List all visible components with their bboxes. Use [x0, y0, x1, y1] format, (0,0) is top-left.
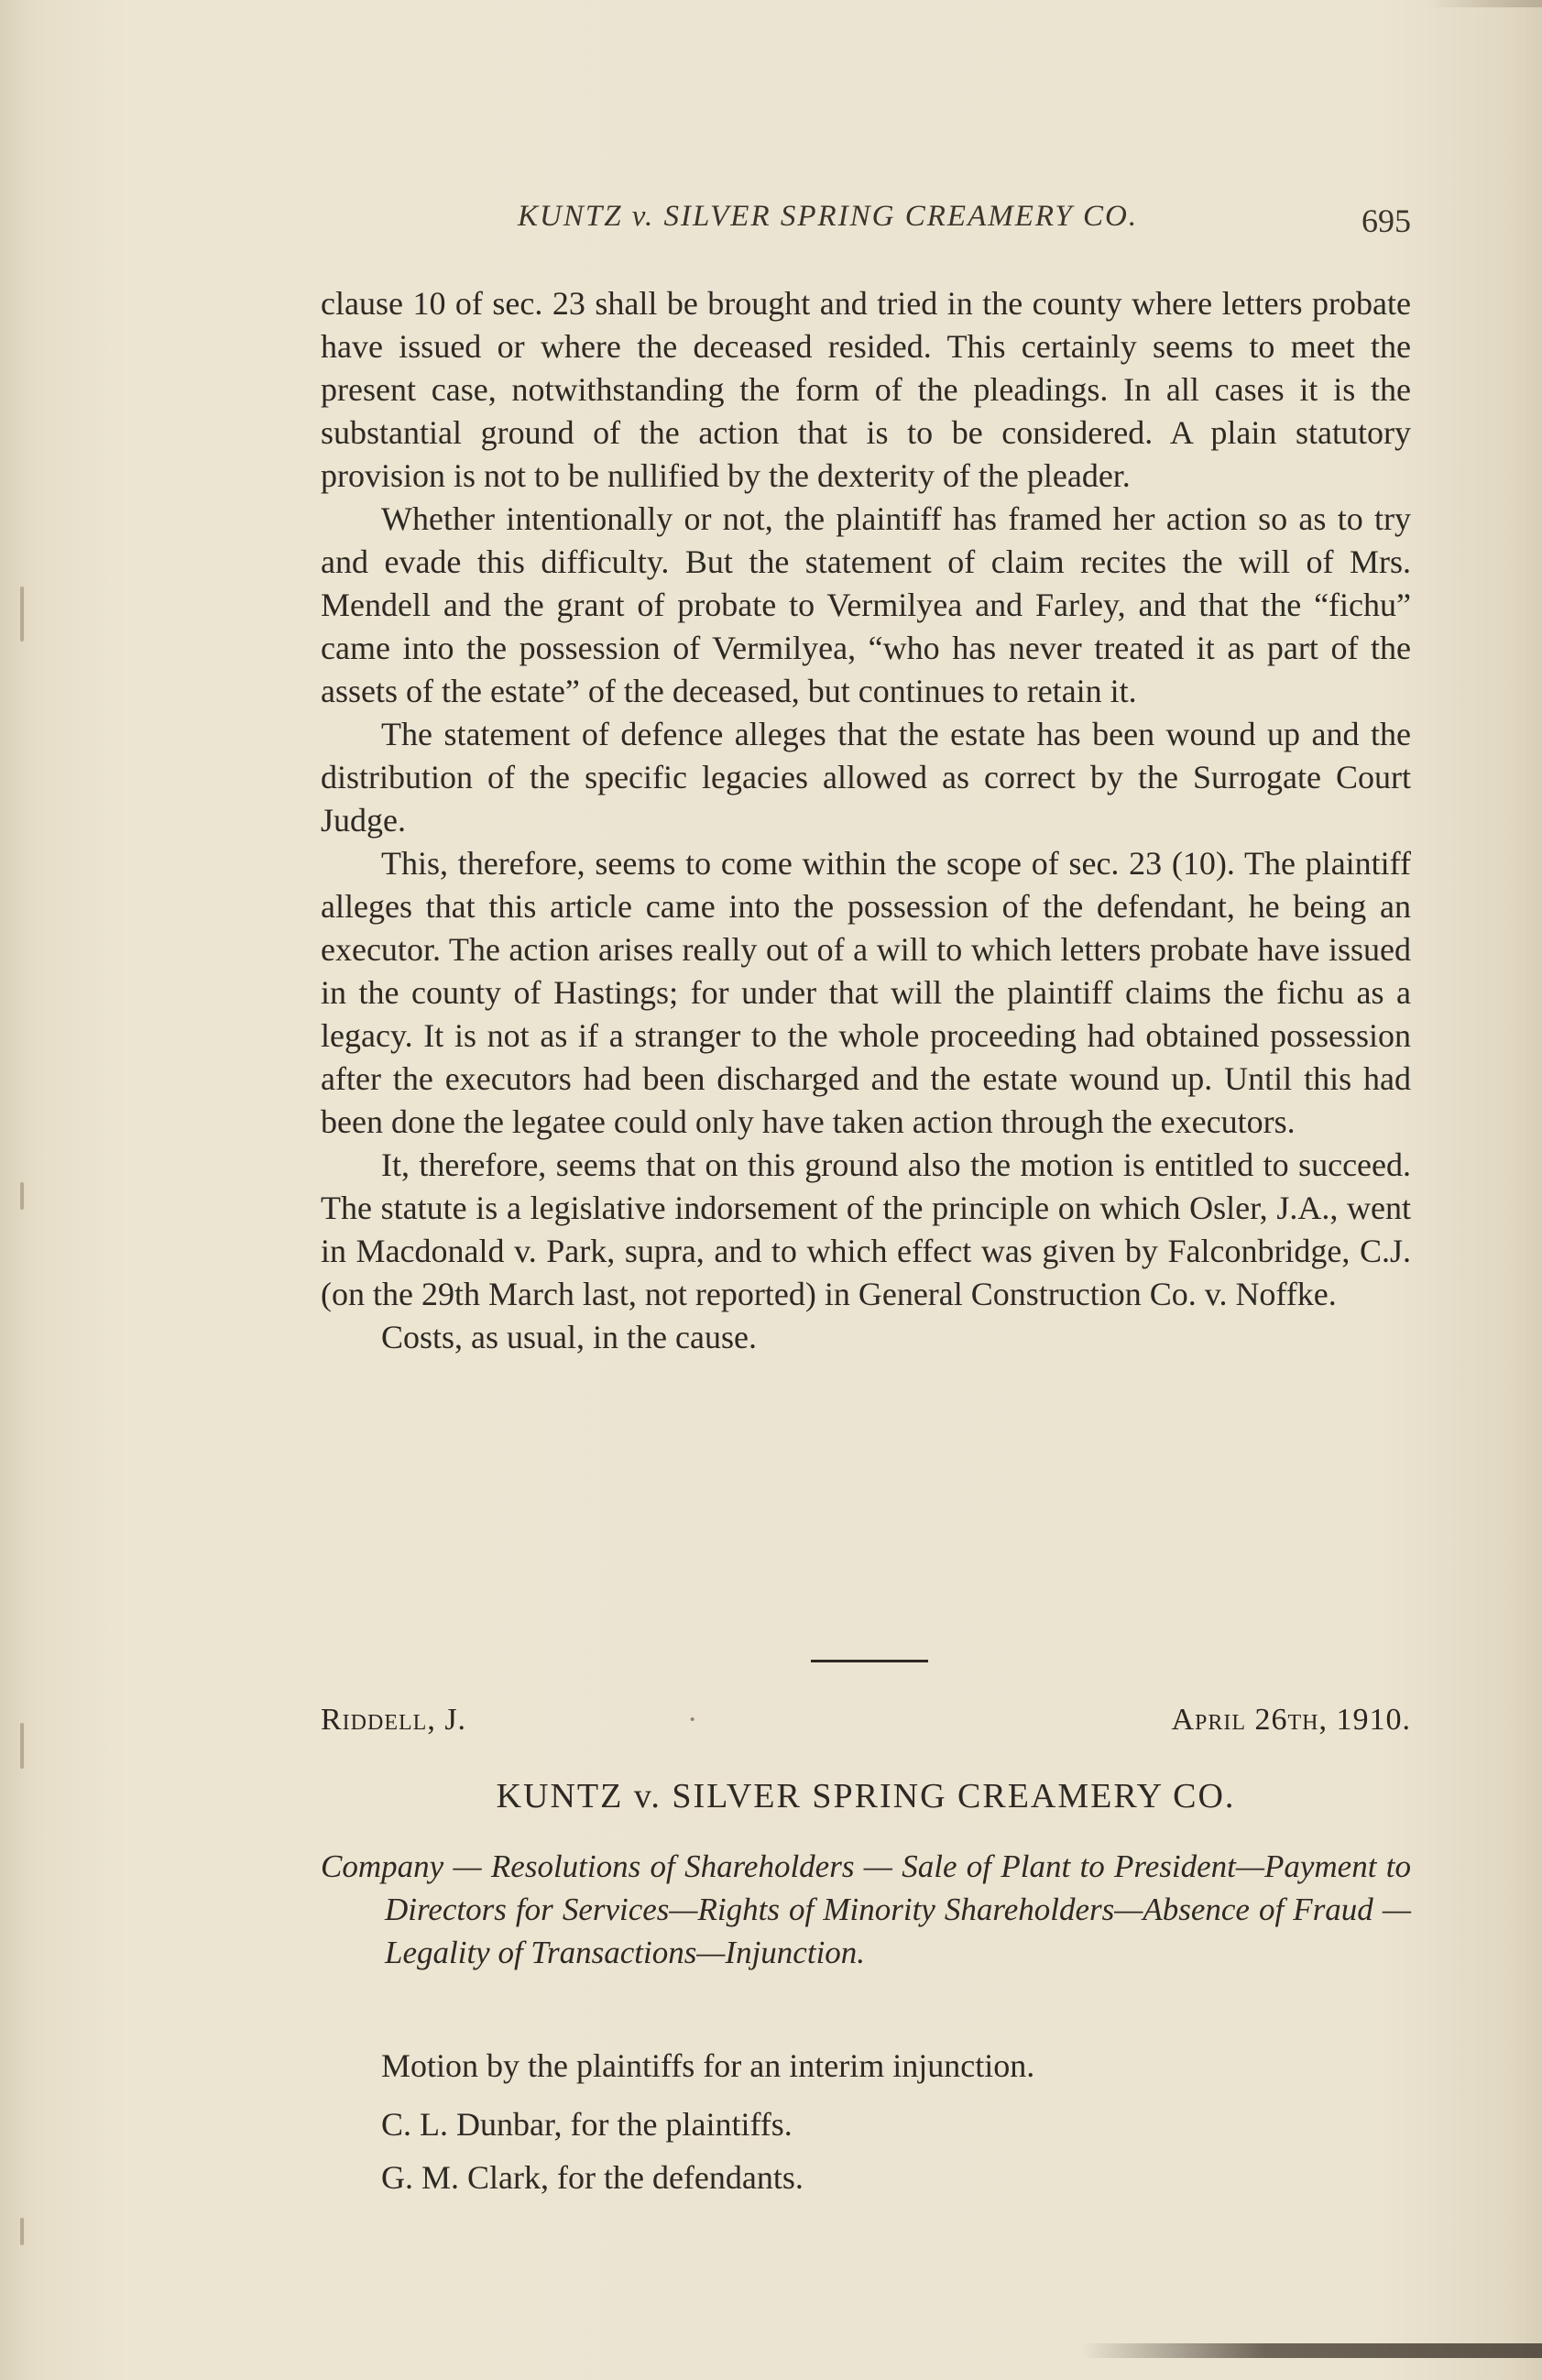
opinion-body [321, 282, 1411, 1359]
case-date: April 26th, 1910. [1171, 1703, 1411, 1737]
paragraph: Whether intentionally or not, the plaintiff has framed her action so as to try and evade this difficulty. But the statement of claim recites the will of Mrs. Mendell and the grant of probate to Vermilyea and Farley, and that the “fichu” came into the possession of Vermilyea, “who has never treated it as part of the assets of the estate” of the deceased, but continues to retain it. [321, 500, 1411, 709]
motion-text: Motion by the plaintiffs for an interim injunction. [381, 2047, 1035, 2084]
judge-name: Riddell, J. [321, 1703, 467, 1737]
case-line [321, 1703, 1411, 1749]
headnote: Company — Resolutions of Shareholders — Sale of Plant to President—Payment to Directors for Services—Rights of Minority Shareholders—Absence of Fraud — Legality of Transactions—Injunction. [321, 1848, 1411, 1970]
running-header [321, 192, 1411, 238]
running-title: KUNTZ v. SILVER SPRING CREAMERY CO. [518, 200, 1139, 233]
paragraph-continuation: clause 10 of sec. 23 shall be brought and tried in the county where letters probate have issued or where the deceased resided. This certainly seems to meet the present case, notwithstanding the form of the pleadings. In all cases it is the substantial ground of the action that is to be considered. A plain statutory provision is not to be nullified by the dexterity of the pleader. [321, 285, 1411, 494]
counsel-defendants: G. M. Clark, for the defendants. [381, 2159, 804, 2196]
paragraph: It, therefore, seems that on this ground also the motion is entitled to succeed. The statute is a legislative indorsement of the principle on which Osler, J.A., went in Macdonald v. Park, supra, and to which effect was given by Falconbridge, C.J. (on the 29th March last, not reported) in General Construction Co. v. Noffke. [321, 1146, 1411, 1312]
page-edge-shadow-bottom [1081, 2343, 1542, 2358]
paragraph: This, therefore, seems to come within the scope of sec. 23 (10). The plaintiff alleges that this article came into the possession of the defendant, he being an executor. The action arises really out of a will to which letters probate have issued in the county of Hastings; for under that will the plaintiff claims the fichu as a legacy. It is not as if a stranger to the whole proceeding had obtained possession after the executors had been discharged and the estate wound up. Until this had been done the legatee could only have taken action through the executors. [321, 845, 1411, 1140]
separator-dot: · [687, 1703, 698, 1737]
counsel-plaintiffs: C. L. Dunbar, for the plaintiffs. [381, 2106, 793, 2143]
case-title: KUNTZ v. SILVER SPRING CREAMERY CO. [496, 1777, 1236, 1815]
page-edge-shadow [1429, 0, 1542, 7]
paragraph: The statement of defence alleges that the estate has been wound up and the distribution of the specific legacies allowed as correct by the Surrogate Court Judge. [321, 716, 1411, 839]
page-number: 695 [1362, 203, 1411, 239]
paragraph-costs: Costs, as usual, in the cause. [381, 1319, 757, 1355]
section-divider [811, 1660, 928, 1662]
binding-edge [20, 0, 29, 2380]
